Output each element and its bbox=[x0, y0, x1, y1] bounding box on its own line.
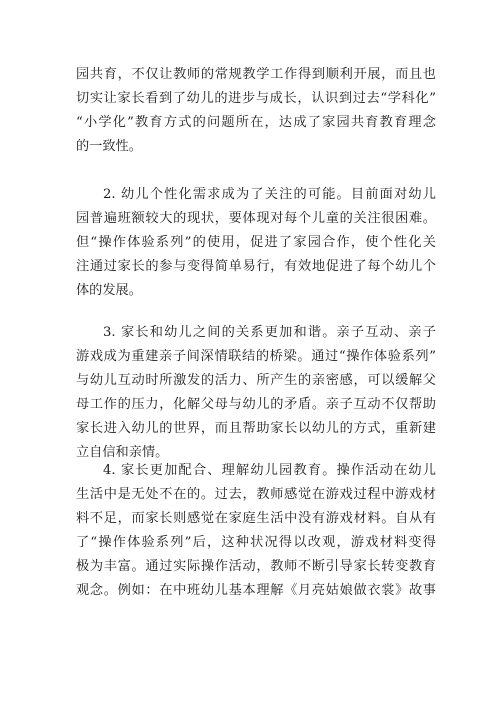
text-line: 立自信和亲情。 bbox=[76, 445, 169, 460]
text-line: 3. 家长和幼儿之间的关系更加和谐。亲子互动、亲子 bbox=[103, 325, 436, 340]
text-line: 家长进入幼儿的世界，而且帮助家长以幼儿的方式，重新建 bbox=[76, 421, 436, 436]
text-line: 与幼儿互动时所激发的活力、所产生的亲密感，可以缓解父 bbox=[76, 373, 436, 388]
paragraph-item-4 bbox=[76, 459, 436, 603]
paragraph-item-3 bbox=[76, 321, 436, 465]
text-line: 注通过家长的参与变得简单易行，有效地促进了每个幼儿个 bbox=[76, 259, 436, 274]
text-line: 园普遍班额较大的现状，要体现对每个儿童的关注很困难。 bbox=[76, 211, 436, 226]
text-line: 2. 幼儿个性化需求成为了关注的可能。目前面对幼儿 bbox=[103, 187, 436, 202]
text-line: 但“操作体验系列”的使用，促进了家园合作，使个性化关 bbox=[76, 235, 436, 250]
text-line: 生活中是无处不在的。过去，教师感觉在游戏过程中游戏材 bbox=[76, 487, 436, 502]
paragraph-continuation bbox=[76, 63, 436, 159]
text-line: 切实让家长看到了幼儿的进步与成长，认识到过去“学科化” bbox=[76, 91, 436, 106]
text-line: 游戏成为重建亲子间深情联结的桥梁。通过“操作体验系列” bbox=[76, 349, 436, 364]
text-line: 体的发展。 bbox=[76, 283, 142, 298]
text-line: 了“操作体验系列”后，这种状况得以改观，游戏材料变得 bbox=[76, 535, 436, 550]
text-line: 的一致性。 bbox=[76, 139, 142, 154]
text-line: “小学化”教育方式的问题所在，达成了家园共育教育理念 bbox=[76, 115, 436, 130]
text-line: 观念。例如：在中班幼儿基本理解《月亮姑娘做衣裳》故事 bbox=[76, 583, 436, 598]
paragraph-item-2 bbox=[76, 183, 436, 303]
text-line: 极为丰富。通过实际操作活动，教师不断引导家长转变教育 bbox=[76, 559, 436, 574]
text-line: 料不足，而家长则感觉在家庭生活中没有游戏材料。自从有 bbox=[76, 511, 436, 526]
text-line: 4. 家长更加配合、理解幼儿园教育。操作活动在幼儿 bbox=[103, 463, 436, 478]
text-line: 母工作的压力，化解父母与幼儿的矛盾。亲子互动不仅帮助 bbox=[76, 397, 436, 412]
text-line: 园共育，不仅让教师的常规教学工作得到顺利开展，而且也 bbox=[76, 67, 436, 82]
